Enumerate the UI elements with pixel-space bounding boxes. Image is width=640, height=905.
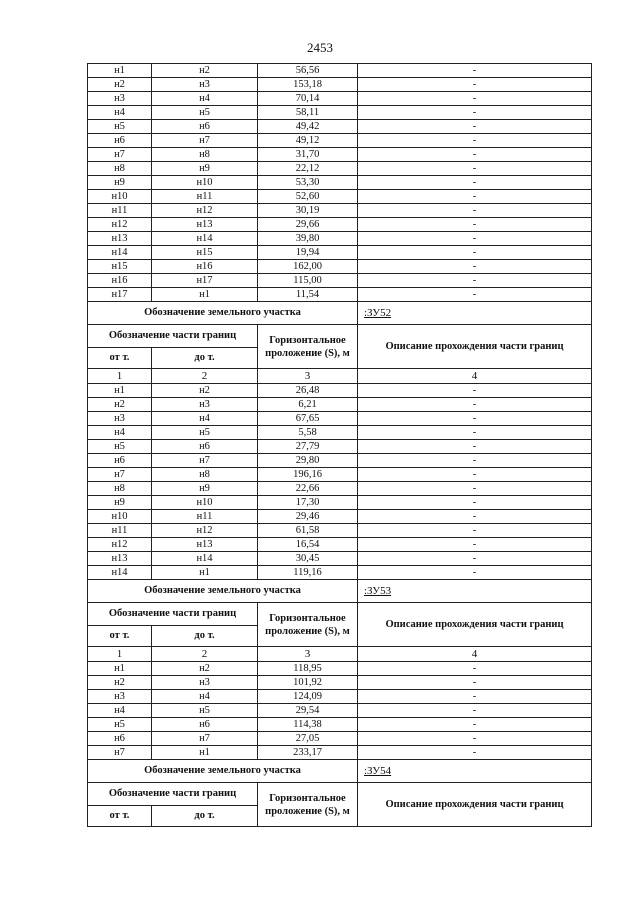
to-point-cell: н9: [152, 482, 258, 496]
table-row: [88, 676, 592, 690]
description-cell: -: [358, 552, 592, 566]
to-point-cell: н13: [152, 538, 258, 552]
description-cell: -: [358, 566, 592, 580]
from-point-cell: н13: [88, 232, 152, 246]
from-point-cell: н14: [88, 566, 152, 580]
to-point-cell: н17: [152, 274, 258, 288]
from-point-cell: н1: [88, 64, 152, 78]
from-point-cell: н1: [88, 384, 152, 398]
description-cell: -: [358, 148, 592, 162]
description-cell: -: [358, 384, 592, 398]
parcel-code: :ЗУ54: [358, 760, 592, 783]
to-point-cell: н1: [152, 746, 258, 760]
parcel-designation-label: Обозначение земельного участка: [88, 302, 358, 325]
description-cell: -: [358, 510, 592, 524]
description-header: Описание прохождения части границ: [358, 603, 592, 647]
to-point-cell: н5: [152, 426, 258, 440]
table-row: [88, 538, 592, 552]
to-point-cell: н16: [152, 260, 258, 274]
to-point-cell: н3: [152, 676, 258, 690]
column-header-row: [88, 325, 592, 348]
from-point-cell: н12: [88, 218, 152, 232]
description-cell: -: [358, 78, 592, 92]
from-point-cell: н10: [88, 510, 152, 524]
page-number: 2453: [307, 40, 333, 55]
from-point-cell: н11: [88, 524, 152, 538]
length-cell: 53,30: [258, 176, 358, 190]
table-row: [88, 92, 592, 106]
from-point-header: от т.: [88, 626, 152, 647]
table-row: [88, 246, 592, 260]
length-cell: 233,17: [258, 746, 358, 760]
from-point-cell: н9: [88, 176, 152, 190]
from-point-cell: н5: [88, 718, 152, 732]
to-point-cell: н6: [152, 440, 258, 454]
table-row: [88, 524, 592, 538]
from-point-header: от т.: [88, 348, 152, 369]
description-cell: -: [358, 524, 592, 538]
length-cell: 30,45: [258, 552, 358, 566]
description-cell: -: [358, 662, 592, 676]
table-row: [88, 218, 592, 232]
length-cell: 61,58: [258, 524, 358, 538]
table-row: [88, 260, 592, 274]
to-point-cell: н3: [152, 398, 258, 412]
to-point-cell: н9: [152, 162, 258, 176]
table-row: [88, 274, 592, 288]
from-point-cell: н9: [88, 496, 152, 510]
parcel-designation-row: [88, 302, 592, 325]
length-cell: 153,18: [258, 78, 358, 92]
length-cell: 115,00: [258, 274, 358, 288]
length-cell: 162,00: [258, 260, 358, 274]
from-point-header: от т.: [88, 806, 152, 827]
to-point-cell: н6: [152, 120, 258, 134]
from-point-cell: н8: [88, 162, 152, 176]
table-row: [88, 690, 592, 704]
length-cell: 29,80: [258, 454, 358, 468]
to-point-cell: н14: [152, 232, 258, 246]
description-cell: -: [358, 218, 592, 232]
description-cell: -: [358, 134, 592, 148]
to-point-cell: н7: [152, 454, 258, 468]
table-row: [88, 106, 592, 120]
description-cell: -: [358, 190, 592, 204]
parcel-designation-label: Обозначение земельного участка: [88, 760, 358, 783]
table-row: [88, 662, 592, 676]
from-point-cell: н7: [88, 148, 152, 162]
table-row: [88, 398, 592, 412]
table-row: [88, 718, 592, 732]
from-point-cell: н17: [88, 288, 152, 302]
description-cell: -: [358, 398, 592, 412]
to-point-cell: н4: [152, 690, 258, 704]
table-row: [88, 412, 592, 426]
description-cell: -: [358, 106, 592, 120]
column-number: 4: [358, 369, 592, 384]
to-point-header: до т.: [152, 348, 258, 369]
description-cell: -: [358, 426, 592, 440]
from-point-cell: н14: [88, 246, 152, 260]
parcel-designation-row: [88, 760, 592, 783]
description-cell: -: [358, 176, 592, 190]
description-cell: -: [358, 676, 592, 690]
description-cell: -: [358, 468, 592, 482]
description-cell: -: [358, 288, 592, 302]
length-cell: 26,48: [258, 384, 358, 398]
length-cell: 56,56: [258, 64, 358, 78]
description-cell: -: [358, 538, 592, 552]
to-point-cell: н13: [152, 218, 258, 232]
to-point-cell: н1: [152, 288, 258, 302]
length-cell: 118,95: [258, 662, 358, 676]
from-point-cell: н15: [88, 260, 152, 274]
table-row: [88, 440, 592, 454]
to-point-cell: н5: [152, 704, 258, 718]
description-cell: -: [358, 690, 592, 704]
to-point-cell: н1: [152, 566, 258, 580]
to-point-cell: н2: [152, 64, 258, 78]
description-cell: -: [358, 704, 592, 718]
horizontal-distance-header: Горизонтальное проложение (S), м: [258, 783, 358, 827]
column-number: 2: [152, 369, 258, 384]
from-point-cell: н6: [88, 454, 152, 468]
length-cell: 196,16: [258, 468, 358, 482]
length-cell: 67,65: [258, 412, 358, 426]
to-point-cell: н5: [152, 106, 258, 120]
from-point-cell: н2: [88, 78, 152, 92]
table-row: [88, 566, 592, 580]
table-row: [88, 120, 592, 134]
length-cell: 119,16: [258, 566, 358, 580]
column-header-row: [88, 783, 592, 806]
length-cell: 27,05: [258, 732, 358, 746]
from-point-cell: н2: [88, 676, 152, 690]
from-point-cell: н8: [88, 482, 152, 496]
length-cell: 27,79: [258, 440, 358, 454]
table-row: [88, 454, 592, 468]
to-point-cell: н2: [152, 384, 258, 398]
description-cell: -: [358, 92, 592, 106]
length-cell: 52,60: [258, 190, 358, 204]
from-point-cell: н1: [88, 662, 152, 676]
from-point-cell: н10: [88, 190, 152, 204]
length-cell: 49,42: [258, 120, 358, 134]
table-row: [88, 148, 592, 162]
from-point-cell: н7: [88, 746, 152, 760]
from-point-cell: н4: [88, 426, 152, 440]
from-point-cell: н11: [88, 204, 152, 218]
length-cell: 11,54: [258, 288, 358, 302]
to-point-cell: н7: [152, 732, 258, 746]
from-point-cell: н13: [88, 552, 152, 566]
parcel-designation-label: Обозначение земельного участка: [88, 580, 358, 603]
to-point-cell: н12: [152, 204, 258, 218]
from-point-cell: н7: [88, 468, 152, 482]
length-cell: 70,14: [258, 92, 358, 106]
boundary-part-header: Обозначение части границ: [88, 783, 258, 806]
table-row: [88, 162, 592, 176]
boundary-part-header: Обозначение части границ: [88, 603, 258, 626]
from-point-cell: н16: [88, 274, 152, 288]
to-point-cell: н4: [152, 92, 258, 106]
horizontal-distance-header: Горизонтальное проложение (S), м: [258, 325, 358, 369]
to-point-cell: н11: [152, 510, 258, 524]
description-cell: -: [358, 412, 592, 426]
column-number: 4: [358, 647, 592, 662]
column-number-row: [88, 647, 592, 662]
to-point-cell: н11: [152, 190, 258, 204]
description-cell: -: [358, 496, 592, 510]
to-point-cell: н12: [152, 524, 258, 538]
length-cell: 49,12: [258, 134, 358, 148]
to-point-cell: н4: [152, 412, 258, 426]
to-point-cell: н10: [152, 176, 258, 190]
to-point-cell: н6: [152, 718, 258, 732]
description-cell: -: [358, 440, 592, 454]
to-point-header: до т.: [152, 806, 258, 827]
from-point-cell: н5: [88, 120, 152, 134]
parcel-code: :ЗУ52: [358, 302, 592, 325]
table-row: [88, 64, 592, 78]
column-number: 3: [258, 369, 358, 384]
length-cell: 30,19: [258, 204, 358, 218]
column-number: 2: [152, 647, 258, 662]
column-number: 1: [88, 369, 152, 384]
table-row: [88, 468, 592, 482]
table-row: [88, 746, 592, 760]
to-point-header: до т.: [152, 626, 258, 647]
table-row: [88, 704, 592, 718]
length-cell: 31,70: [258, 148, 358, 162]
length-cell: 114,38: [258, 718, 358, 732]
table-row: [88, 78, 592, 92]
table-row: [88, 732, 592, 746]
horizontal-distance-header: Горизонтальное проложение (S), м: [258, 603, 358, 647]
from-point-cell: н3: [88, 412, 152, 426]
boundary-table: [87, 63, 592, 827]
from-point-cell: н12: [88, 538, 152, 552]
table-row: [88, 426, 592, 440]
from-point-cell: н6: [88, 732, 152, 746]
boundary-part-header: Обозначение части границ: [88, 325, 258, 348]
from-point-cell: н3: [88, 690, 152, 704]
description-cell: -: [358, 454, 592, 468]
description-cell: -: [358, 718, 592, 732]
length-cell: 29,46: [258, 510, 358, 524]
length-cell: 29,66: [258, 218, 358, 232]
table-row: [88, 384, 592, 398]
table-row: [88, 510, 592, 524]
description-cell: -: [358, 246, 592, 260]
to-point-cell: н7: [152, 134, 258, 148]
column-number: 3: [258, 647, 358, 662]
description-cell: -: [358, 732, 592, 746]
length-cell: 17,30: [258, 496, 358, 510]
table-row: [88, 288, 592, 302]
to-point-cell: н3: [152, 78, 258, 92]
table-row: [88, 552, 592, 566]
table-row: [88, 496, 592, 510]
length-cell: 58,11: [258, 106, 358, 120]
description-cell: -: [358, 120, 592, 134]
length-cell: 101,92: [258, 676, 358, 690]
description-header: Описание прохождения части границ: [358, 783, 592, 827]
column-number: 1: [88, 647, 152, 662]
table-row: [88, 134, 592, 148]
description-cell: -: [358, 260, 592, 274]
description-header: Описание прохождения части границ: [358, 325, 592, 369]
parcel-designation-row: [88, 580, 592, 603]
description-cell: -: [358, 232, 592, 246]
to-point-cell: н8: [152, 468, 258, 482]
description-cell: -: [358, 482, 592, 496]
description-cell: -: [358, 746, 592, 760]
to-point-cell: н14: [152, 552, 258, 566]
table-row: [88, 232, 592, 246]
from-point-cell: н4: [88, 106, 152, 120]
length-cell: 124,09: [258, 690, 358, 704]
length-cell: 22,12: [258, 162, 358, 176]
from-point-cell: н4: [88, 704, 152, 718]
to-point-cell: н2: [152, 662, 258, 676]
description-cell: -: [358, 64, 592, 78]
description-cell: -: [358, 162, 592, 176]
length-cell: 29,54: [258, 704, 358, 718]
table-row: [88, 482, 592, 496]
column-number-row: [88, 369, 592, 384]
from-point-cell: н6: [88, 134, 152, 148]
column-header-row: [88, 603, 592, 626]
table-row: [88, 190, 592, 204]
description-cell: -: [358, 204, 592, 218]
to-point-cell: н8: [152, 148, 258, 162]
length-cell: 16,54: [258, 538, 358, 552]
parcel-code: :ЗУ53: [358, 580, 592, 603]
from-point-cell: н2: [88, 398, 152, 412]
length-cell: 19,94: [258, 246, 358, 260]
table-row: [88, 176, 592, 190]
length-cell: 22,66: [258, 482, 358, 496]
table-row: [88, 204, 592, 218]
to-point-cell: н10: [152, 496, 258, 510]
to-point-cell: н15: [152, 246, 258, 260]
boundary-table-body: [88, 64, 592, 827]
from-point-cell: н3: [88, 92, 152, 106]
description-cell: -: [358, 274, 592, 288]
length-cell: 5,58: [258, 426, 358, 440]
from-point-cell: н5: [88, 440, 152, 454]
length-cell: 6,21: [258, 398, 358, 412]
length-cell: 39,80: [258, 232, 358, 246]
